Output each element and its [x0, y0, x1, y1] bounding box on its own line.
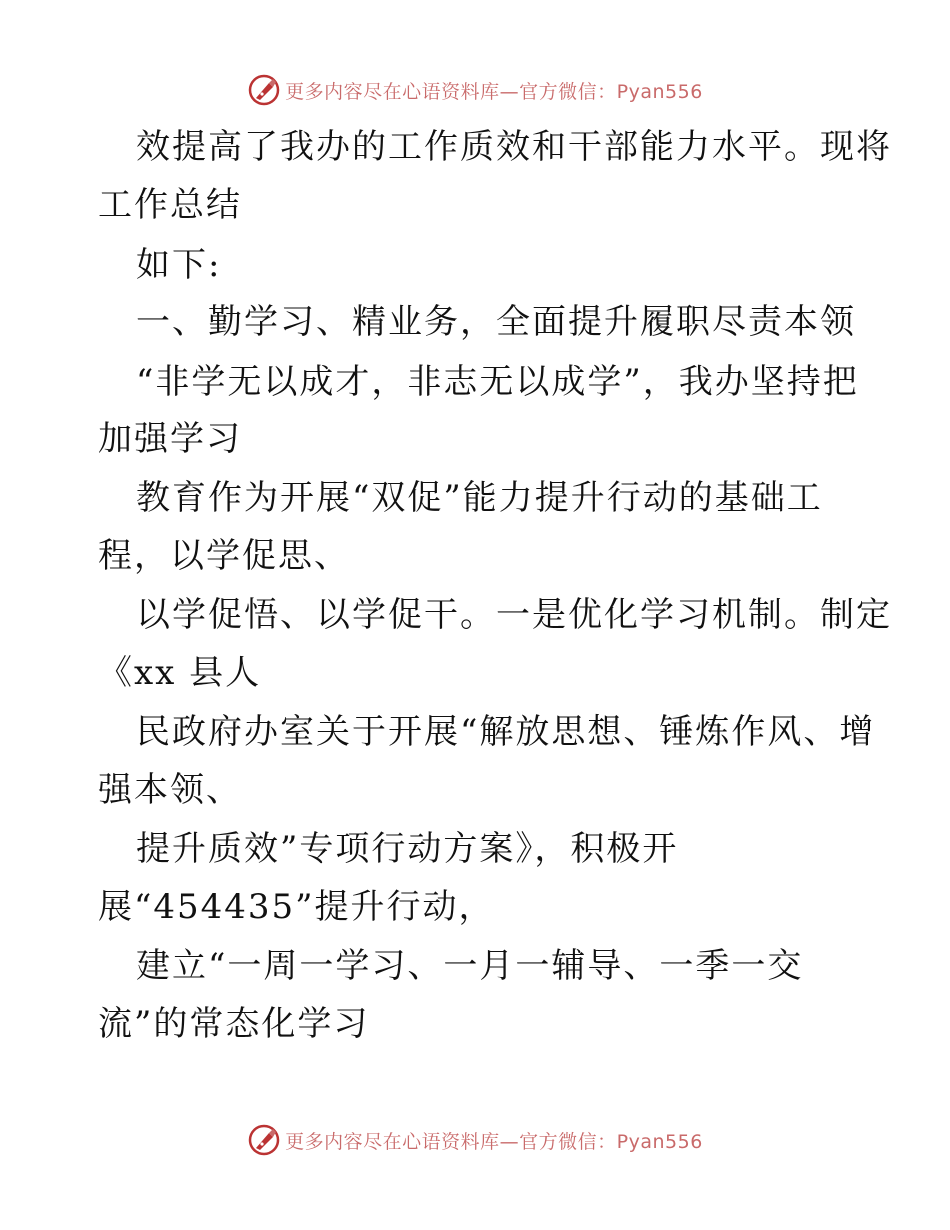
body-line-11: 民政府办室关于开展“解放思想、锤炼作风、增 — [136, 712, 876, 752]
body-line-16: 流”的常态化学习 — [98, 1004, 370, 1044]
body-line-3: 如下: — [136, 245, 222, 285]
pen-nib-logo-icon — [247, 1123, 281, 1157]
body-line-5: “非学无以成才，非志无以成学”，我办坚持把 — [136, 362, 859, 402]
body-line-14: 展“454435”提升行动， — [98, 887, 495, 927]
body-line-10: 《xx 县人 — [98, 653, 262, 693]
section-heading: 一、勤学习、精业务，全面提升履职尽责本领 — [136, 302, 856, 342]
body-line-13: 提升质效”专项行动方案》，积极开 — [136, 829, 679, 869]
body-line-2: 工作总结 — [98, 185, 242, 225]
header-watermark-text: 更多内容尽在心语资料库—官方微信：Pyan556 — [285, 80, 703, 103]
body-line-1: 效提高了我办的工作质效和干部能力水平。现将 — [136, 127, 892, 167]
body-line-6: 加强学习 — [98, 419, 242, 459]
body-line-15: 建立“一周一学习、一月一辅导、一季一交 — [136, 946, 804, 986]
body-line-7: 教育作为开展“双促”能力提升行动的基础工 — [136, 478, 823, 518]
footer-watermark — [0, 1120, 950, 1160]
pen-nib-logo-icon — [247, 73, 281, 107]
body-line-8: 程，以学促思、 — [98, 536, 350, 576]
body-line-12: 强本领、 — [98, 770, 242, 810]
footer-watermark-text: 更多内容尽在心语资料库—官方微信：Pyan556 — [285, 1130, 703, 1153]
body-line-9: 以学促悟、以学促干。一是优化学习机制。制定 — [136, 595, 892, 635]
header-watermark — [0, 70, 950, 110]
